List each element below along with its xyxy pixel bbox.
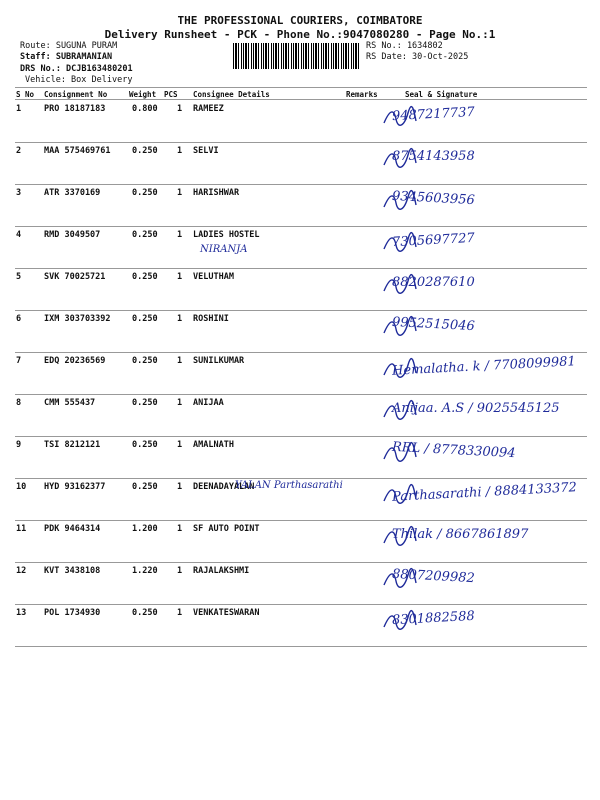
col-sno: S No bbox=[16, 90, 35, 99]
cell-weight: 0.800 bbox=[132, 104, 158, 114]
signature-handwriting: 9487217737 bbox=[391, 104, 476, 125]
cell-consignee: ROSHINI bbox=[193, 314, 229, 324]
cell-consignee: SUNILKUMAR bbox=[193, 356, 245, 366]
company-title: THE PROFESSIONAL COURIERS, COIMBATORE bbox=[177, 14, 423, 27]
col-signature: Seal & Signature bbox=[405, 90, 478, 99]
cell-weight: 0.250 bbox=[132, 230, 158, 240]
cell-cno: MAA 575469761 bbox=[44, 146, 111, 156]
cell-weight: 0.250 bbox=[132, 356, 158, 366]
col-consignee: Consignee Details bbox=[193, 90, 270, 99]
cell-sno: 6 bbox=[16, 314, 22, 324]
cell-cno: IXM 303703392 bbox=[44, 314, 111, 324]
col-pcs: PCS bbox=[164, 90, 178, 99]
row-divider bbox=[15, 520, 587, 521]
cell-pcs: 1 bbox=[177, 104, 183, 114]
col-remarks: Remarks bbox=[346, 90, 378, 99]
signature-scribble-icon bbox=[380, 231, 420, 257]
cell-cno: ATR 3370169 bbox=[44, 188, 101, 198]
row-divider bbox=[15, 478, 587, 479]
cell-sno: 13 bbox=[16, 608, 27, 618]
signature-scribble-icon bbox=[380, 483, 420, 509]
staff-label: Staff: SUBRAMANIAN bbox=[20, 52, 113, 62]
row-divider bbox=[15, 436, 587, 437]
row-divider bbox=[15, 562, 587, 563]
cell-consignee: DEENADAYALAN bbox=[193, 482, 255, 492]
cell-sno: 8 bbox=[16, 398, 22, 408]
cell-cno: PDK 9464314 bbox=[44, 524, 101, 534]
runsheet-title: Delivery Runsheet - PCK - Phone No.:9047080280 - Page No.:1 bbox=[104, 28, 496, 41]
rs-date: RS Date: 30-Oct-2025 bbox=[366, 52, 469, 62]
cell-pcs: 1 bbox=[177, 566, 183, 576]
cell-pcs: 1 bbox=[177, 398, 183, 408]
cell-pcs: 1 bbox=[177, 230, 183, 240]
signature-handwriting: Hemalatha. k / 7708099981 bbox=[391, 354, 577, 379]
cell-weight: 0.250 bbox=[132, 482, 158, 492]
cell-weight: 1.200 bbox=[132, 524, 158, 534]
signature-scribble-icon bbox=[380, 189, 420, 215]
vehicle-label: Vehicle: Box Delivery bbox=[25, 75, 133, 85]
cell-sno: 5 bbox=[16, 272, 22, 282]
rs-number: RS No.: 1634802 bbox=[366, 41, 443, 51]
cell-cno: RMD 3049507 bbox=[44, 230, 101, 240]
cell-cno: POL 1734930 bbox=[44, 608, 101, 618]
signature-scribble-icon bbox=[380, 357, 420, 383]
handwritten-note: YALAN Parthasarathi bbox=[235, 480, 343, 491]
row-divider bbox=[15, 268, 587, 269]
cell-sno: 12 bbox=[16, 566, 27, 576]
cell-cno: SVK 70025721 bbox=[44, 272, 106, 282]
row-divider bbox=[15, 352, 587, 353]
signature-handwriting: 7305697727 bbox=[391, 230, 476, 251]
signature-scribble-icon bbox=[380, 609, 420, 635]
cell-cno: HYD 93162377 bbox=[44, 482, 106, 492]
cell-sno: 3 bbox=[16, 188, 22, 198]
col-consignment: Consignment No bbox=[44, 90, 108, 99]
cell-sno: 7 bbox=[16, 356, 22, 366]
cell-cno: CMM 555437 bbox=[44, 398, 96, 408]
cell-pcs: 1 bbox=[177, 272, 183, 282]
signature-scribble-icon bbox=[380, 105, 420, 131]
cell-weight: 0.250 bbox=[132, 188, 158, 198]
row-divider bbox=[15, 226, 587, 227]
cell-consignee: LADIES HOSTEL bbox=[193, 230, 260, 240]
drs-number: DRS No.: DCJB163480201 bbox=[20, 64, 133, 74]
cell-consignee: ANIJAA bbox=[193, 398, 224, 408]
cell-weight: 0.250 bbox=[132, 272, 158, 282]
cell-sno: 9 bbox=[16, 440, 22, 450]
row-divider bbox=[15, 394, 587, 395]
cell-weight: 1.220 bbox=[132, 566, 158, 576]
route-label: Route: SUGUNA PURAM bbox=[20, 41, 118, 51]
cell-cno: TSI 8212121 bbox=[44, 440, 101, 450]
cell-weight: 0.250 bbox=[132, 314, 158, 324]
signature-handwriting: Anijaa. A.S / 9025545125 bbox=[392, 401, 560, 416]
cell-pcs: 1 bbox=[177, 146, 183, 156]
cell-pcs: 1 bbox=[177, 608, 183, 618]
cell-consignee: RAMEEZ bbox=[193, 104, 224, 114]
signature-scribble-icon bbox=[380, 147, 420, 173]
signature-handwriting: Thilak / 8667861897 bbox=[392, 527, 529, 542]
header-bottom-rule bbox=[15, 99, 587, 100]
cell-cno: PRO 18187183 bbox=[44, 104, 106, 114]
signature-handwriting: RRL / 8778330094 bbox=[391, 439, 516, 462]
signature-scribble-icon bbox=[380, 567, 420, 593]
cell-pcs: 1 bbox=[177, 440, 183, 450]
row-divider bbox=[15, 142, 587, 143]
cell-pcs: 1 bbox=[177, 356, 183, 366]
signature-handwriting: 8820287610 bbox=[392, 275, 475, 290]
cell-consignee: AMALNATH bbox=[193, 440, 234, 450]
cell-consignee: HARISHWAR bbox=[193, 188, 240, 198]
signature-scribble-icon bbox=[380, 399, 420, 425]
signature-scribble-icon bbox=[380, 525, 420, 551]
col-weight: Weight bbox=[129, 90, 157, 99]
cell-sno: 1 bbox=[16, 104, 22, 114]
cell-pcs: 1 bbox=[177, 188, 183, 198]
signature-handwriting: 8807209982 bbox=[391, 566, 476, 587]
cell-pcs: 1 bbox=[177, 482, 183, 492]
handwritten-note: NIRANJA bbox=[200, 244, 248, 255]
signature-handwriting: 9952515046 bbox=[391, 314, 476, 335]
row-divider bbox=[15, 604, 587, 605]
cell-weight: 0.250 bbox=[132, 398, 158, 408]
barcode bbox=[233, 43, 361, 69]
cell-sno: 4 bbox=[16, 230, 22, 240]
header-top-rule bbox=[15, 87, 587, 88]
signature-scribble-icon bbox=[380, 273, 420, 299]
signature-handwriting: Parthasarathi / 8884133372 bbox=[391, 480, 578, 505]
signature-handwriting: 9345603956 bbox=[391, 188, 476, 209]
cell-weight: 0.250 bbox=[132, 440, 158, 450]
cell-consignee: RAJALAKSHMI bbox=[193, 566, 250, 576]
cell-pcs: 1 bbox=[177, 314, 183, 324]
cell-consignee: SF AUTO POINT bbox=[193, 524, 260, 534]
row-divider bbox=[15, 184, 587, 185]
cell-sno: 11 bbox=[16, 524, 27, 534]
cell-consignee: VELUTHAM bbox=[193, 272, 234, 282]
cell-consignee: VENKATESWARAN bbox=[193, 608, 260, 618]
cell-cno: KVT 3438108 bbox=[44, 566, 101, 576]
cell-pcs: 1 bbox=[177, 524, 183, 534]
row-divider bbox=[15, 310, 587, 311]
signature-handwriting: 8301882588 bbox=[391, 608, 476, 629]
row-divider bbox=[15, 646, 587, 647]
cell-weight: 0.250 bbox=[132, 146, 158, 156]
signature-scribble-icon bbox=[380, 441, 420, 467]
cell-cno: EDQ 20236569 bbox=[44, 356, 106, 366]
cell-consignee: SELVI bbox=[193, 146, 219, 156]
cell-sno: 10 bbox=[16, 482, 27, 492]
signature-scribble-icon bbox=[380, 315, 420, 341]
signature-handwriting: 8754143958 bbox=[392, 149, 475, 164]
cell-weight: 0.250 bbox=[132, 608, 158, 618]
cell-sno: 2 bbox=[16, 146, 22, 156]
